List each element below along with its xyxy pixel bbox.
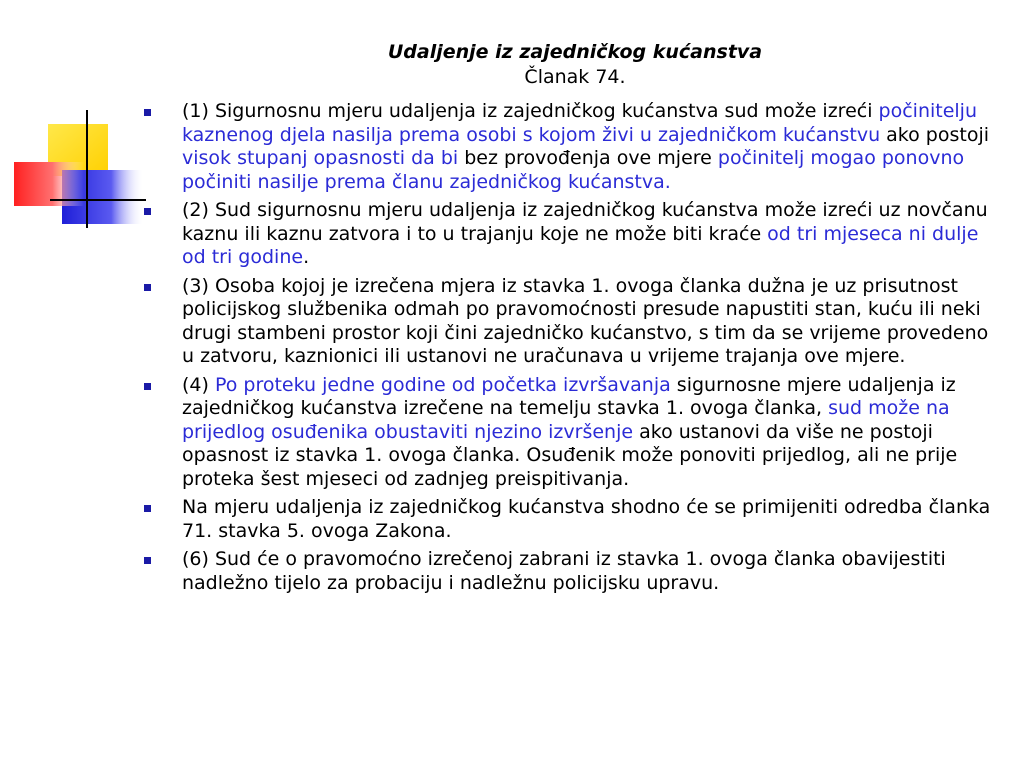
paragraph-text: (4) bbox=[182, 373, 215, 396]
highlighted-text: Po proteku jedne godine od početka izvršavanja bbox=[214, 373, 671, 396]
paragraph-text: (3) Osoba kojoj je izrečena mjera iz stavka 1. ovoga članka dužna je uz prisutnost policijskog službenika odmah po pravomoćnosti presude napustiti stan, kuću ili neki drugi stambeni prostor koji čini zajedničko kućanstvo, s tim da se vrijeme provedeno u zatvoru, kaznionici ili ustanovi ne uračunava u vrijeme trajanja ove mjere. bbox=[182, 274, 989, 367]
paragraph-text: (2) Sud sigurnosnu mjeru udaljenja iz zajedničkog kućanstva može izreći uz novčanu kaznu ili kaznu zatvora i to u trajanju koje ne može biti kraće bbox=[182, 199, 988, 245]
paragraph-item bbox=[142, 548, 1002, 595]
paragraph-text: (1) Sigurnosnu mjeru udaljenja iz zajedničkog kućanstva sud može izreći bbox=[182, 100, 879, 122]
paragraph-text: ako postoji bbox=[880, 123, 990, 146]
article-paragraph-list bbox=[142, 100, 1002, 600]
highlighted-text: visok stupanj opasnosti da bi bbox=[182, 147, 459, 169]
paragraph-text: (6) Sud će o pravomoćno izrečenoj zabrani iz stavka 1. ovoga članka obavijestiti nadležno tijelo za probaciju i nadležnu policijsku upravu. bbox=[182, 548, 946, 594]
bullet-icon bbox=[144, 208, 151, 215]
paragraph-item bbox=[142, 100, 1002, 194]
paragraph-item bbox=[142, 275, 1002, 369]
paragraph-text: . bbox=[303, 246, 310, 268]
paragraph-text: sigurnosne mjere udaljenja iz zajedničkog kućanstva izrečene na temelju stavka 1. ovoga članka, bbox=[182, 373, 956, 419]
paragraph-item bbox=[142, 496, 1002, 543]
highlighted-text: počinitelju kaznenog djela nasilja prema osobi s kojom živi u zajedničkom kućanstvu bbox=[182, 100, 978, 146]
slide-heading bbox=[340, 40, 810, 90]
bullet-icon bbox=[144, 383, 151, 390]
highlighted-text: od tri mjeseca ni dulje od tri godine bbox=[182, 222, 979, 268]
bullet-icon bbox=[144, 505, 151, 512]
slide-title: Udaljenje iz zajedničkog kućanstva bbox=[387, 41, 763, 63]
highlighted-text: sud može na prijedlog osuđenika obustaviti njezino izvršenje bbox=[182, 397, 950, 443]
paragraph-text: Na mjeru udaljenja iz zajedničkog kućanstva shodno će se primijeniti odredba članka 71. stavka 5. ovoga Zakona. bbox=[182, 496, 991, 542]
paragraph-item bbox=[142, 374, 1002, 492]
bullet-icon bbox=[144, 284, 151, 291]
corner-decoration bbox=[0, 0, 150, 240]
paragraph-item bbox=[142, 199, 1002, 270]
bullet-icon bbox=[144, 109, 151, 116]
bullet-icon bbox=[144, 557, 151, 564]
highlighted-text: počinitelj mogao ponovno počiniti nasilje prema članu zajedničkog kućanstva. bbox=[182, 147, 965, 193]
paragraph-text: ako ustanovi da više ne postoji opasnost iz stavka 1. ovoga članka. Osuđenik može ponoviti prijedlog, ali ne prije proteka šest mjeseci od zadnjeg preispitivanja. bbox=[182, 420, 958, 490]
article-number: Članak 74. bbox=[524, 66, 626, 88]
paragraph-text: bez provođenja ove mjere bbox=[458, 147, 718, 169]
